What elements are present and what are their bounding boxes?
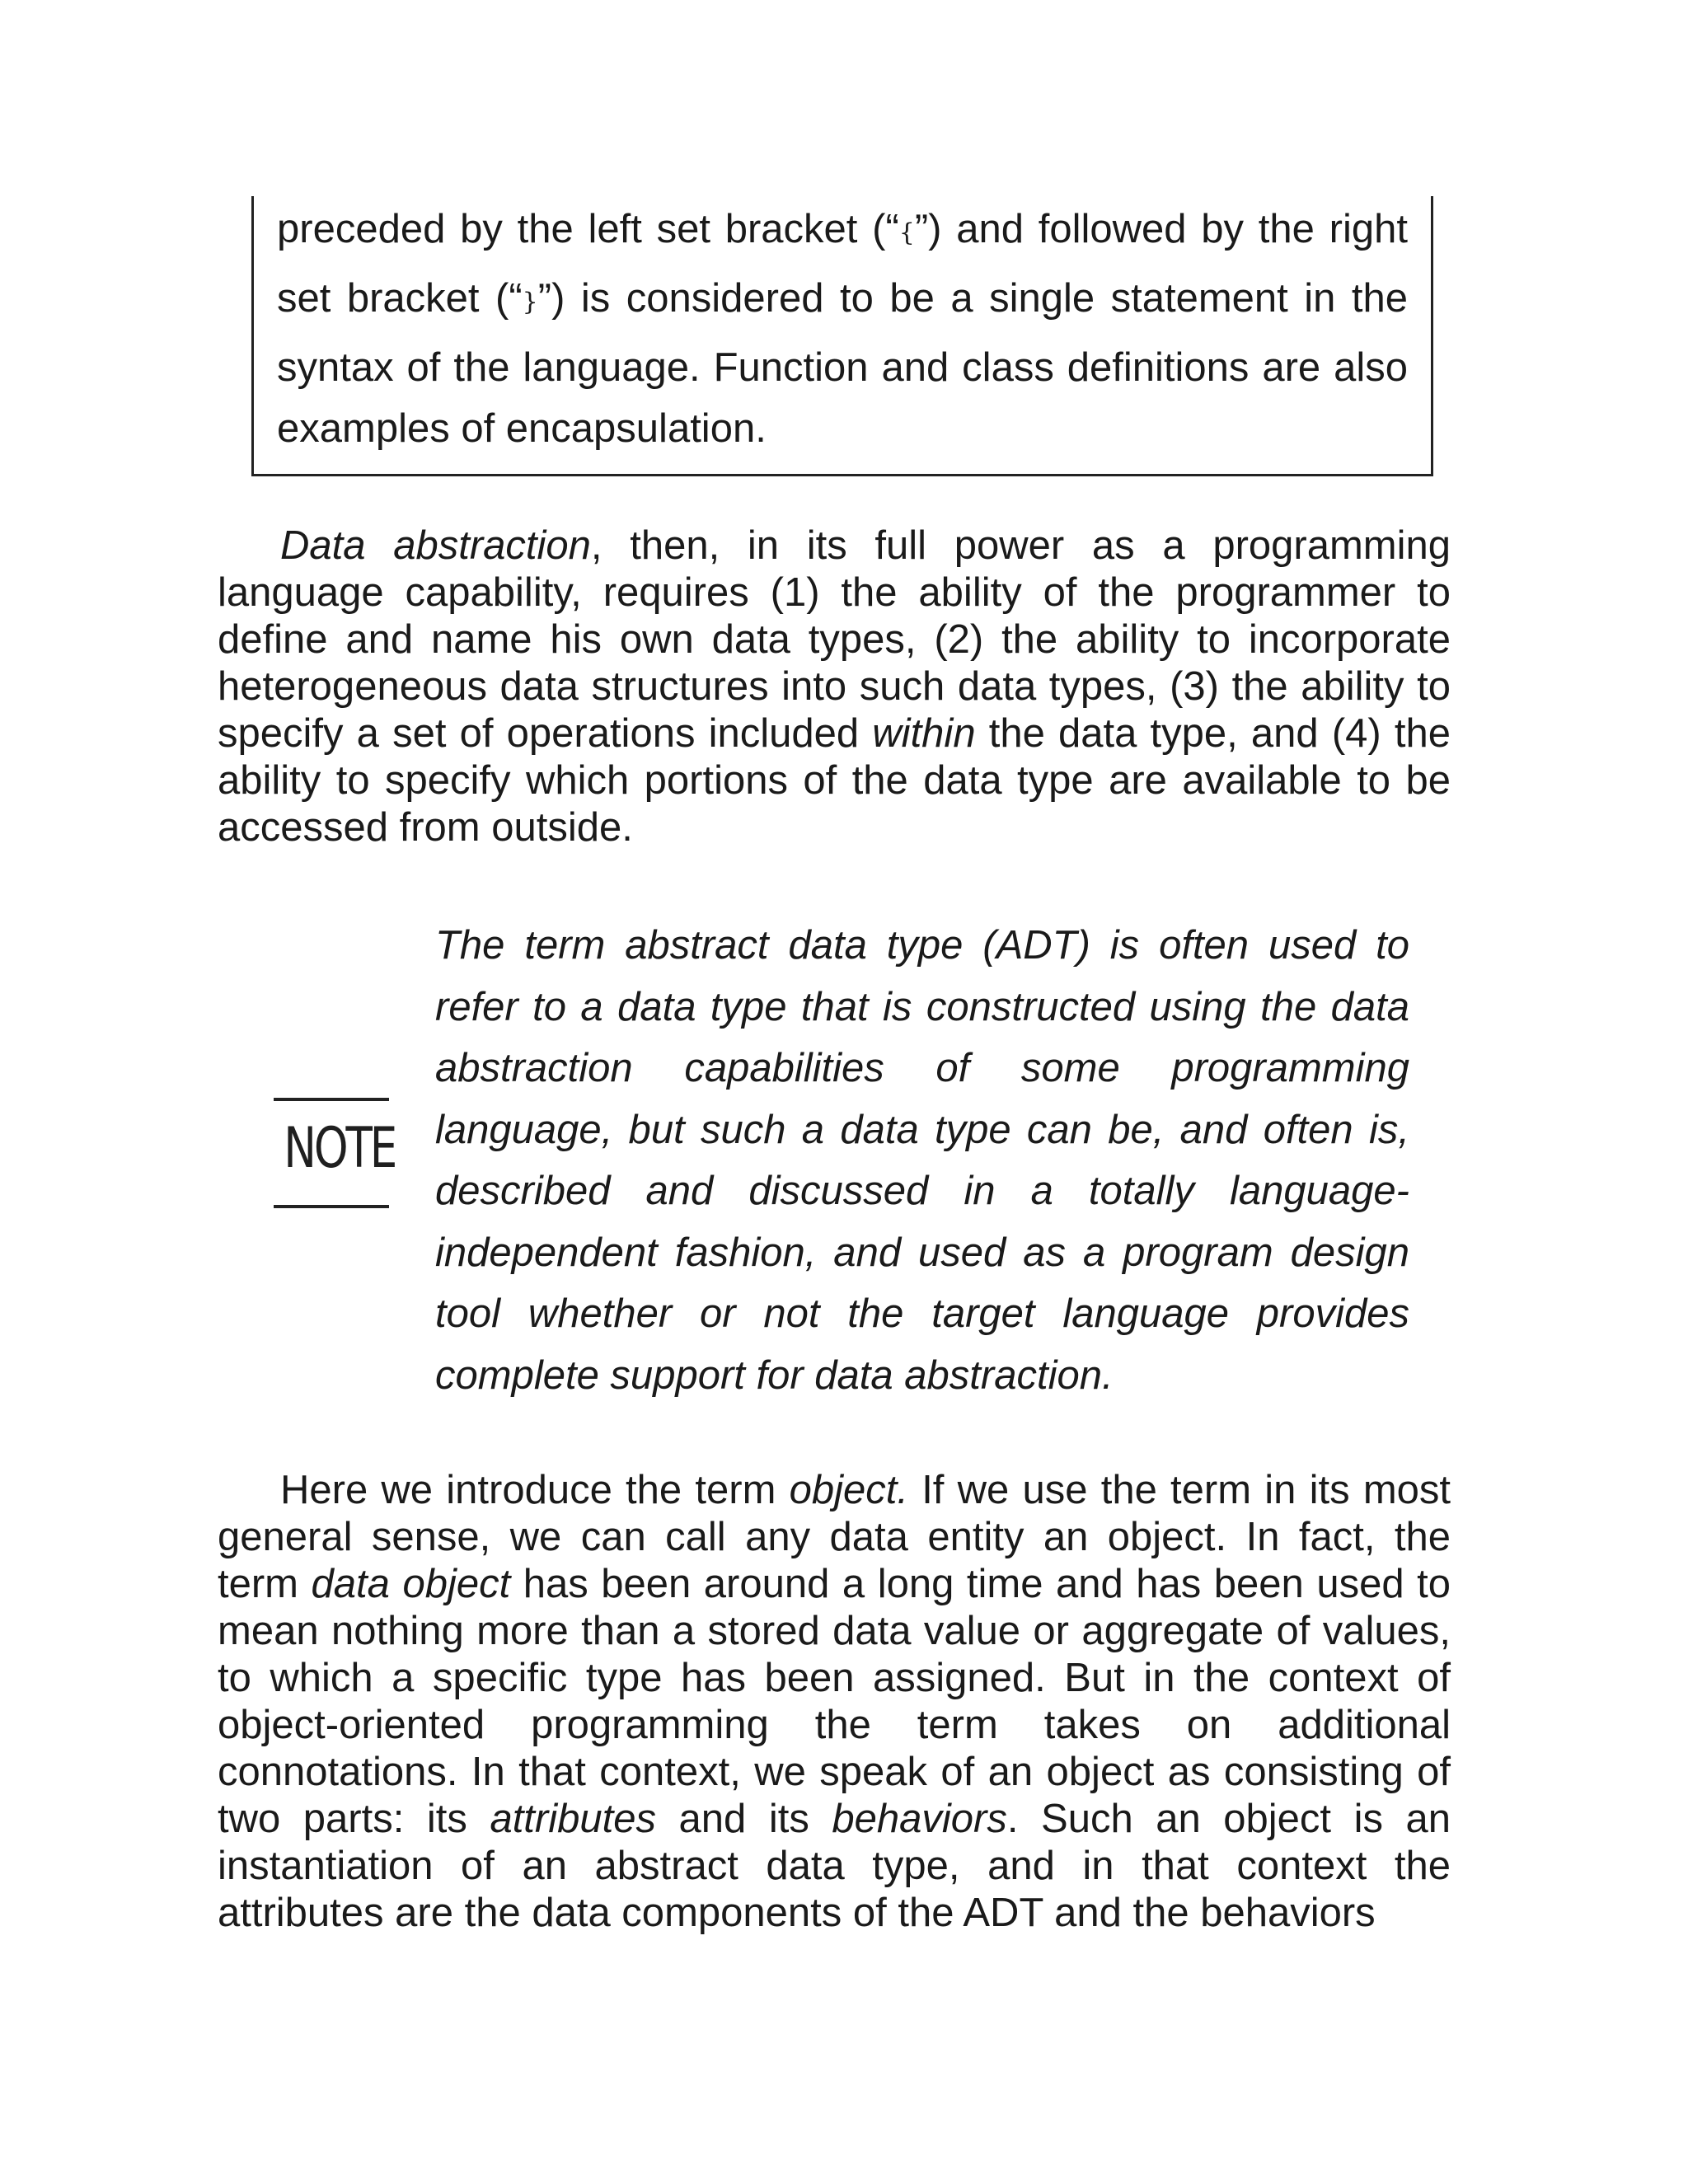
note-line: described and discussed in a totally language-	[435, 1169, 1409, 1213]
text-line: general sense, we can call any data entity an object. In fact, the	[218, 1515, 1451, 1559]
box-line: syntax of the language. Function and class definitions are also	[277, 345, 1408, 390]
paragraph-object	[218, 1467, 1451, 1937]
note-text	[435, 915, 1409, 1406]
text-line: heterogeneous data structures into such data types, (3) the ability to	[218, 664, 1451, 709]
note-rule-bottom	[274, 1205, 389, 1208]
text-line: mean nothing more than a stored data value or aggregate of values,	[218, 1609, 1451, 1653]
box-line: examples of encapsulation.	[277, 406, 767, 451]
note-line: independent fashion, and used as a program design	[435, 1230, 1409, 1275]
text-line: to which a specific type has been assigned. But in the context of	[218, 1656, 1451, 1700]
text-line: object-oriented programming the term takes on additional	[218, 1703, 1451, 1747]
text-line: term data object has been around a long time and has been used to	[218, 1562, 1451, 1606]
text-line: two parts: its attributes and its behaviors. Such an object is an	[218, 1797, 1451, 1841]
text-line: Data abstraction, then, in its full power as a programming	[280, 523, 1451, 568]
text-line: attributes are the data components of the ADT and the behaviors	[218, 1891, 1376, 1935]
note-line: complete support for data abstraction.	[435, 1352, 1114, 1398]
text-line: instantiation of an abstract data type, and in that context the	[218, 1844, 1451, 1888]
note-line: language, but such a data type can be, and often is,	[435, 1107, 1409, 1152]
note-line: refer to a data type that is constructed using the data	[435, 984, 1409, 1029]
encapsulation-box	[251, 196, 1433, 476]
right-brace-glyph: }	[522, 288, 538, 316]
left-brace-glyph: {	[898, 218, 915, 247]
text-line: specify a set of operations included within the data type, and (4) the	[218, 711, 1451, 756]
text-line: ability to specify which portions of the data type are available to be	[218, 758, 1451, 803]
note-line: abstraction capabilities of some programming	[435, 1046, 1409, 1090]
text-line: Here we introduce the term object. If we use the term in its most	[280, 1468, 1451, 1512]
text-line: accessed from outside.	[218, 805, 633, 850]
note-rule-top	[274, 1098, 389, 1101]
paragraph-data-abstraction	[218, 523, 1451, 851]
note-marker	[270, 1098, 396, 1210]
box-line: set bracket (“}”) is considered to be a single statement in the	[277, 276, 1408, 321]
text-line: define and name his own data types, (2) the ability to incorporate	[218, 617, 1451, 662]
text-line: connotations. In that context, we speak of an object as consisting of	[218, 1750, 1451, 1794]
note-line: tool whether or not the target language provides	[435, 1291, 1409, 1336]
box-line: preceded by the left set bracket (“{”) and followed by the right	[277, 207, 1408, 251]
text-line: language capability, requires (1) the ability of the programmer to	[218, 570, 1451, 615]
note-label: NOTE	[284, 1116, 396, 1181]
note-line: The term abstract data type (ADT) is often used to	[435, 923, 1409, 968]
